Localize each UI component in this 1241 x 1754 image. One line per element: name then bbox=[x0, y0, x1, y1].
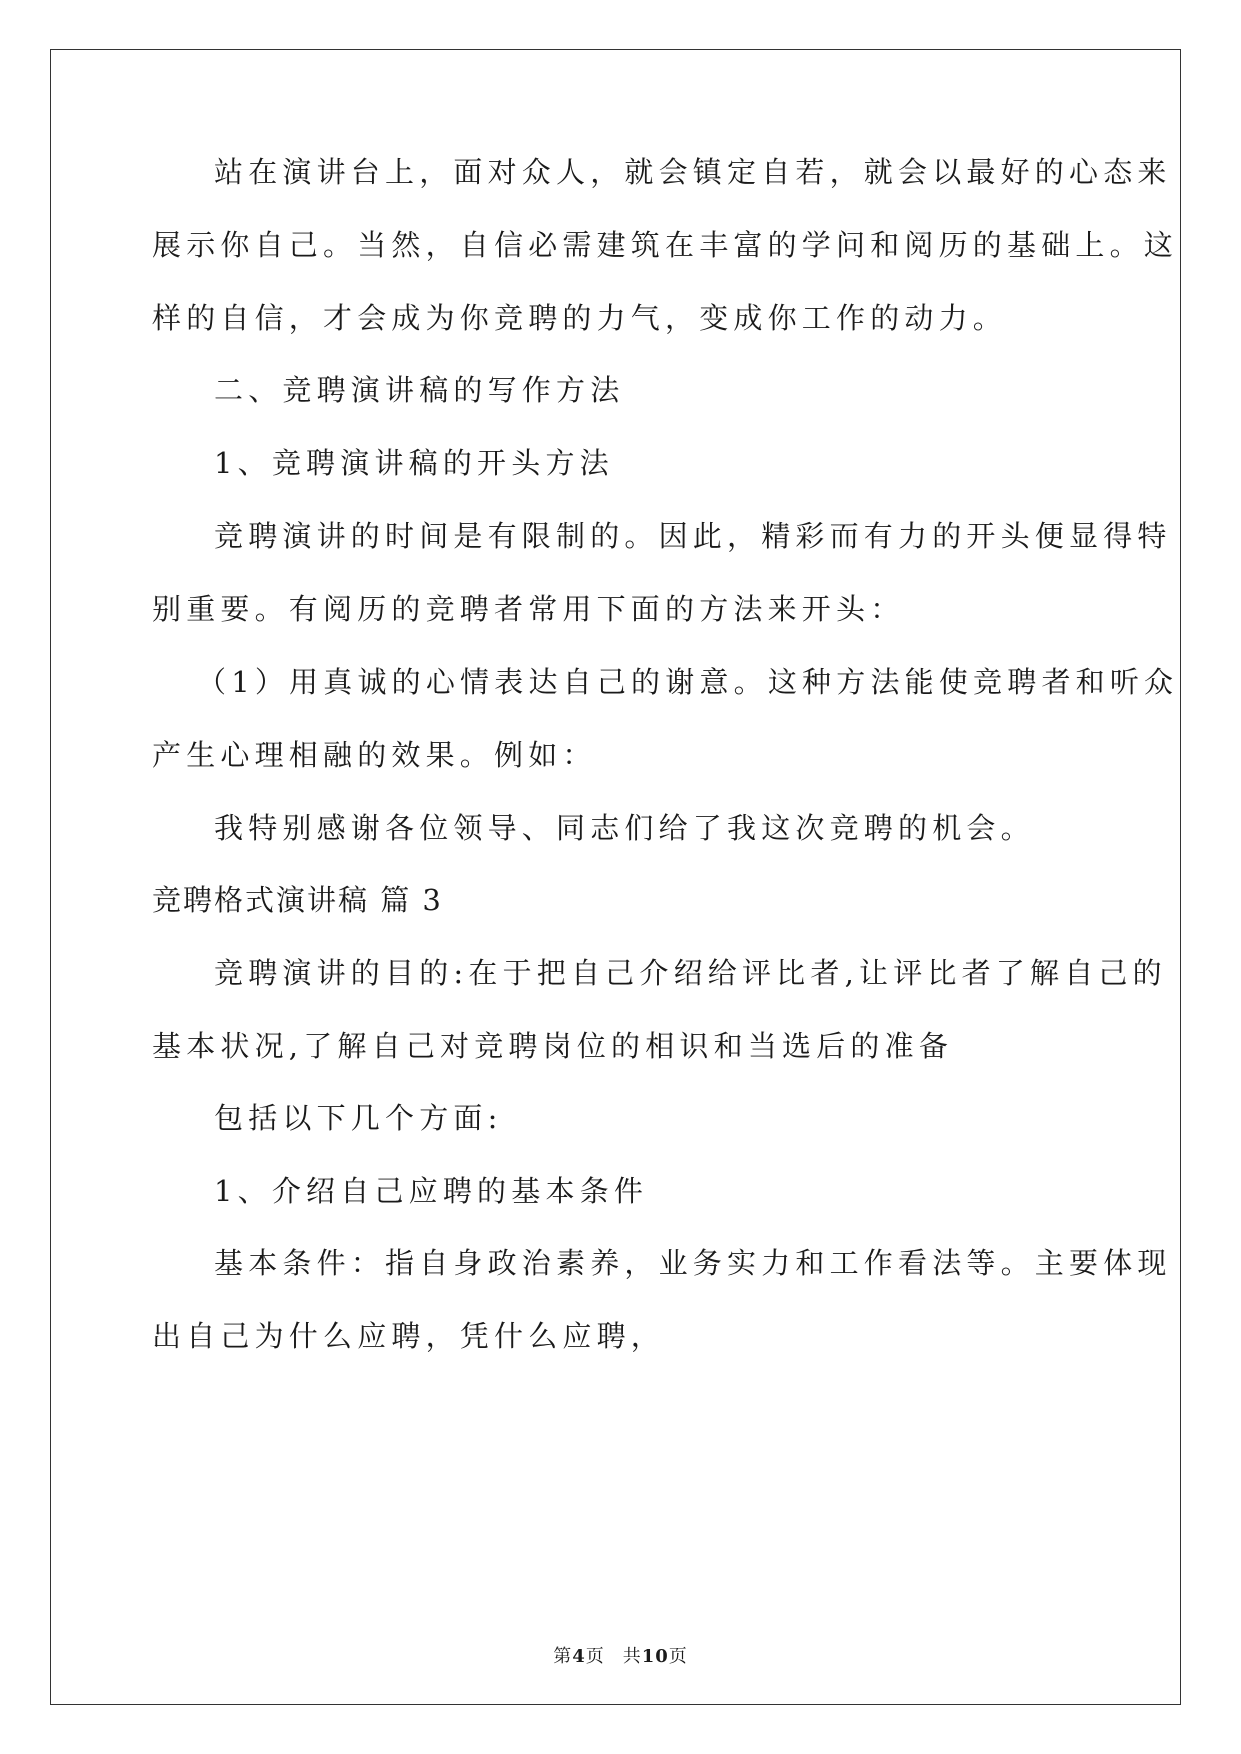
paragraph-line: （1）用真诚的心情表达自己的谢意。这种方法能使竞聘者和听众 bbox=[197, 665, 1179, 699]
page-prefix: 第 bbox=[553, 1646, 573, 1667]
paragraph-line: 产生心理相融的效果。例如： bbox=[152, 738, 597, 772]
subsection-heading: 1、竞聘演讲稿的开头方法 bbox=[214, 446, 614, 480]
paragraph-line: 我特别感谢各位领导、同志们给了我这次竞聘的机会。 bbox=[214, 811, 1035, 845]
paragraph-line: 竞聘演讲的时间是有限制的。因此，精彩而有力的开头便显得特 bbox=[214, 519, 1172, 553]
article-title: 竞聘格式演讲稿 篇 3 bbox=[152, 883, 443, 917]
paragraph-line: 基本条件：指自身政治素养，业务实力和工作看法等。主要体现 bbox=[214, 1246, 1172, 1280]
paragraph-line: 竞聘演讲的目的:在于把自己介绍给评比者,让评比者了解自己的 bbox=[214, 956, 1167, 990]
paragraph-line: 出自己为什么应聘，凭什么应聘， bbox=[152, 1319, 666, 1353]
subsection-heading: 1、介绍自己应聘的基本条件 bbox=[214, 1174, 649, 1208]
paragraph-line: 别重要。有阅历的竞聘者常用下面的方法来开头： bbox=[152, 592, 905, 626]
page-number: 4 bbox=[572, 1646, 586, 1667]
paragraph-line: 样的自信，才会成为你竞聘的力气，变成你工作的动力。 bbox=[152, 301, 1008, 335]
total-suffix: 页 bbox=[668, 1646, 688, 1667]
paragraph-line: 包括以下几个方面: bbox=[214, 1101, 503, 1135]
total-prefix: 共 bbox=[622, 1646, 642, 1667]
page-footer bbox=[0, 1645, 1241, 1669]
paragraph-line: 站在演讲台上，面对众人，就会镇定自若，就会以最好的心态来 bbox=[214, 155, 1172, 189]
section-heading: 二、竞聘演讲稿的写作方法 bbox=[214, 373, 625, 407]
page-suffix: 页 bbox=[585, 1646, 605, 1667]
total-pages: 10 bbox=[641, 1646, 669, 1667]
paragraph-line: 展示你自己。当然，自信必需建筑在丰富的学问和阅历的基础上。这 bbox=[152, 228, 1179, 262]
paragraph-line: 基本状况,了解自己对竞聘岗位的相识和当选后的准备 bbox=[152, 1029, 954, 1063]
